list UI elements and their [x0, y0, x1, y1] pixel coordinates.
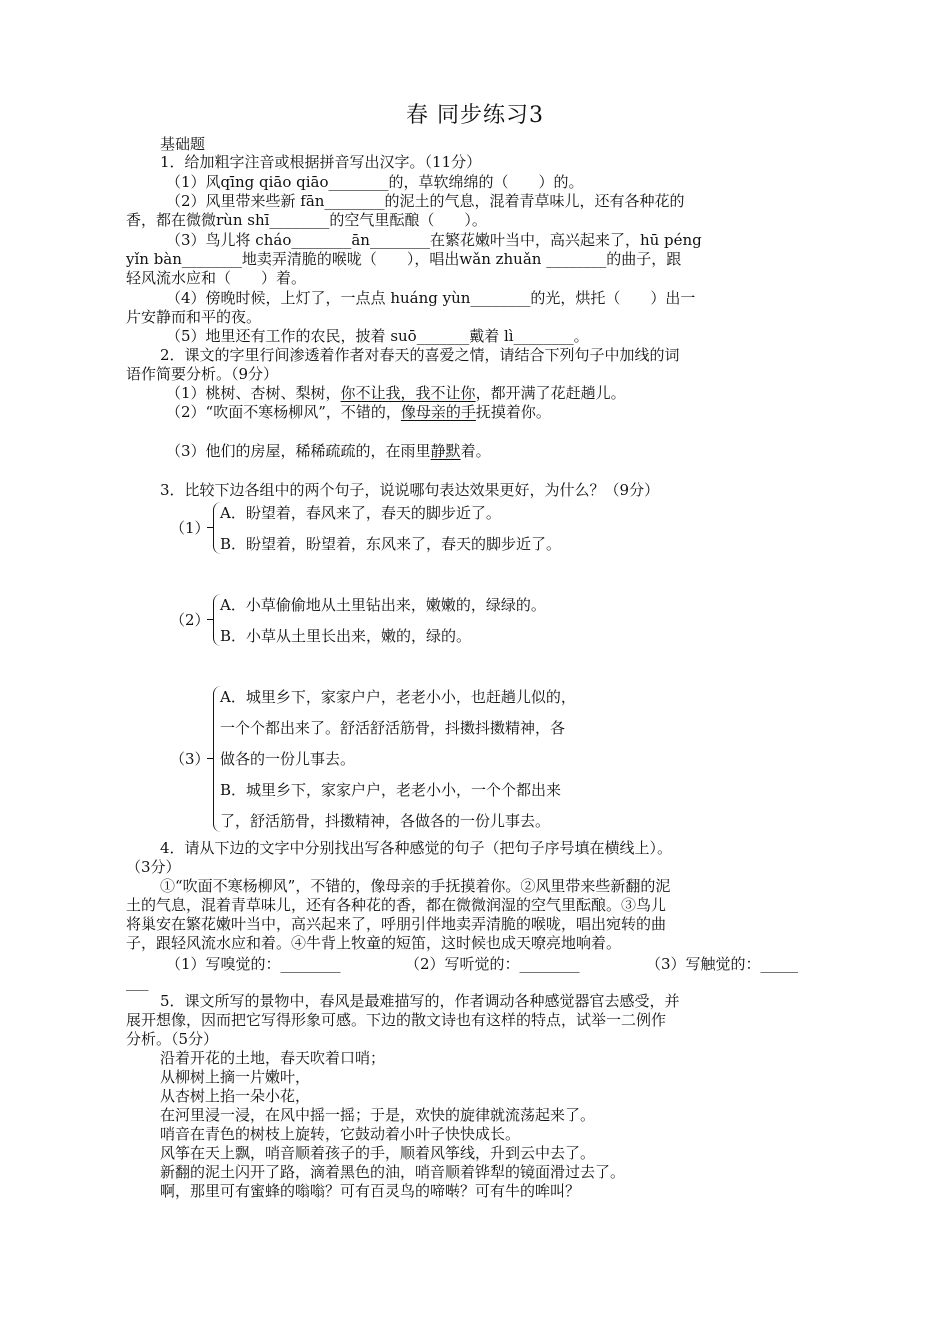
q3-group-3-number: （3） [170, 750, 210, 768]
q2-sentence-2 [166, 402, 551, 422]
q3-group-1-number: （1） [170, 519, 210, 537]
q3-heading: 3．比较下边各组中的两个句子，说说哪句表达效果更好，为什么？（9分） [160, 481, 660, 499]
q3-group-3-a3: 做各的一份儿事去。 [220, 750, 356, 768]
q2-s2-pre: （2）“吹面不寒杨柳风”，不错的， [166, 403, 401, 421]
q4-heading-a: 4．请从下边的文字中分别找出写各种感觉的句子（把句子序号填在横线上）。 [160, 839, 673, 857]
q3-group-3-b1: B．城里乡下，家家户户，老老小小，一个个都出来 [220, 781, 562, 799]
q2-sentence-1 [166, 383, 626, 403]
q2-s2-underlined: 像母亲的手 [400, 403, 476, 421]
q1-item-3a: （3）鸟儿将 cháo________ān________在繁花嫩叶当中，高兴起来了，hū péng [166, 231, 702, 249]
poem-line: 新翻的泥土闪开了路，滴着黑色的油，哨音顺着铧犁的镜面滑过去了。 [160, 1163, 626, 1181]
q3-group-2-a: A．小草偷偷地从土里钻出来，嫩嫩的，绿绿的。 [220, 596, 546, 614]
q4-passage-line-3: 将巢安在繁花嫩叶当中，高兴起来了，呼朋引伴地卖弄清脆的喉咙，唱出宛转的曲 [126, 915, 667, 933]
q2-s1-underlined: 你不让我，我不让你 [340, 384, 476, 402]
q3-group-3-a1: A．城里乡下，家家户户，老老小小，也赶趟儿似的， [220, 688, 576, 706]
poem-line: 沿着开花的土地，春天吹着口哨； [160, 1049, 386, 1067]
q4-passage-line-2: 土的气息，混着青草味儿，还有各种花的香，都在微微润湿的空气里酝酿。③鸟儿 [126, 896, 667, 914]
q4-heading-b: （3分） [126, 858, 181, 876]
q2-heading-b: 语作简要分析。（9分） [126, 365, 279, 383]
q5-heading-b: 展开想像，因而把它写得形象可感。下边的散文诗也有这样的特点，试举一二例作 [126, 1011, 667, 1029]
q3-group-3-b2: 了，舒活筋骨，抖擞精神，各做各的一份儿事去。 [220, 812, 551, 830]
q1-item-1: （1）风qīng qiāo qiāo________的，草软绵绵的（ ）的。 [166, 173, 584, 191]
q2-s3-pre: （3）他们的房屋，稀稀疏疏的，在雨里 [166, 442, 431, 460]
q2-s1-post: ，都开满了花赶趟儿。 [475, 384, 626, 402]
q2-heading-a: 2．课文的字里行间渗透着作者对春天的喜爱之情，请结合下列句子中加线的词 [160, 346, 680, 364]
q3-group-3-a2: 一个个都出来了。舒活舒活筋骨，抖擞抖擞精神，各 [220, 719, 566, 737]
q4-answer-touch-cont: ___ [126, 973, 149, 991]
q4-passage-line-1: ①“吹面不寒杨柳风”，不错的，像母亲的手抚摸着你。②风里带来些新翻的泥 [160, 877, 671, 895]
q3-group-1-brace-tip [207, 527, 213, 528]
q5-heading-c: 分析。（5分） [126, 1030, 219, 1048]
poem-line: 从杏树上掐一朵小花， [160, 1087, 311, 1105]
page-title: 春 同步练习3 [406, 103, 544, 128]
q1-item-3c: 轻风流水应和（ ）着。 [126, 269, 307, 287]
q4-answer-hearing: （2）写听觉的：________ [405, 955, 580, 973]
q3-group-2-b: B．小草从土里长出来，嫩的，绿的。 [220, 627, 472, 645]
q1-item-4b: 片安静而和平的夜。 [126, 308, 262, 326]
q4-answer-smell: （1）写嗅觉的：________ [166, 955, 341, 973]
q2-s3-underlined: 静默 [430, 442, 461, 460]
q1-item-4a: （4）傍晚时候，上灯了，一点点 huáng yùn________的光，烘托（ ）出一 [166, 289, 696, 307]
q1-item-2b: 香，都在微微rùn shī________的空气里酝酿（ ）。 [126, 211, 487, 229]
q3-group-3-brace-tip [207, 758, 213, 759]
q3-group-1-a: A．盼望着，春风来了，春天的脚步近了。 [220, 504, 501, 522]
q2-s3-post: 着。 [460, 442, 491, 460]
poem-line: 从柳树上摘一片嫩叶， [160, 1068, 311, 1086]
q1-item-5: （5）地里还有工作的农民，披着 suō_______戴着 lì________。 [166, 327, 589, 345]
q4-answer-touch: （3）写触觉的：_____ [646, 955, 799, 973]
poem-line: 风筝在天上飘，哨音顺着孩子的手，顺着风筝线，升到云中去了。 [160, 1144, 596, 1162]
poem-line: 哨音在青色的树枝上旋转，它鼓动着小叶子快快成长。 [160, 1125, 521, 1143]
q1-item-2a: （2）风里带来些新 fān________的泥土的气息，混着青草味儿，还有各种花的 [166, 192, 685, 210]
poem-line: 在河里浸一浸，在风中摇一摇；于是，欢快的旋律就流荡起来了。 [160, 1106, 596, 1124]
q3-group-2-number: （2） [170, 611, 210, 629]
section-heading: 基础题 [160, 135, 206, 153]
q3-group-2-brace-tip [207, 619, 213, 620]
q2-sentence-3 [166, 441, 491, 461]
q2-s2-post: 抚摸着你。 [475, 403, 551, 421]
poem-line: 啊，那里可有蜜蜂的嗡嗡？可有百灵鸟的啼啭？可有牛的哞叫？ [160, 1182, 581, 1200]
q4-passage-line-4: 子，跟轻风流水应和着。④牛背上牧童的短笛，这时候也成天嘹亮地响着。 [126, 934, 622, 952]
q3-group-1-b: B．盼望着，盼望着，东风来了，春天的脚步近了。 [220, 535, 562, 553]
q5-heading-a: 5．课文所写的景物中，春风是最难描写的，作者调动各种感觉器官去感受，并 [160, 992, 680, 1010]
q1-item-3b: yǐn bàn________地卖弄清脆的喉咙（ ），唱出wǎn zhuǎn ________的曲子，跟 [126, 250, 682, 268]
q2-s1-pre: （1）桃树、杏树、梨树， [166, 384, 341, 402]
q1-heading: 1．给加粗字注音或根据拼音写出汉字。（11分） [160, 153, 482, 171]
